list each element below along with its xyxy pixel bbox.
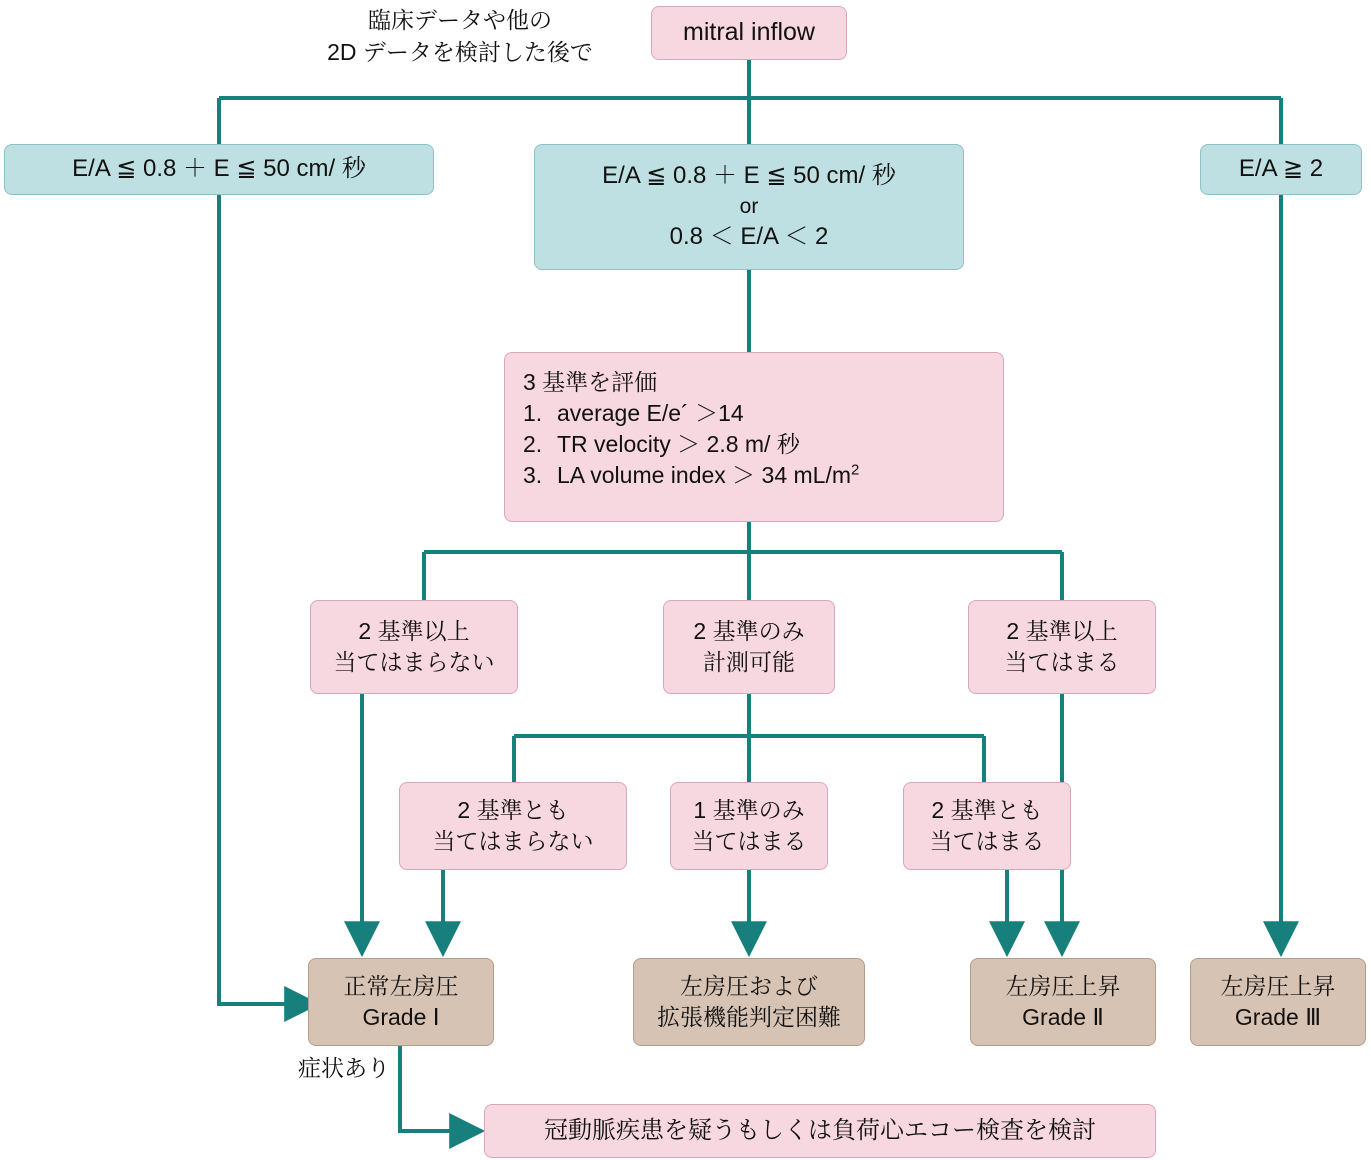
node-result-grade-1-line-1: 正常左房圧 xyxy=(343,972,459,999)
node-criteria-result-a-line-1: 2 基準以上 xyxy=(358,617,470,644)
criteria-item-3-text: LA volume index ＞ 34 $mL/m^2$ xyxy=(557,461,860,489)
criteria-item-1-text: average E/e´ ＞14 xyxy=(557,400,744,427)
node-subcriteria-c xyxy=(903,782,1071,870)
symptom-label: 症状あり xyxy=(298,1055,390,1081)
criteria-item-1-number: 1. xyxy=(523,400,543,427)
node-subcriteria-a-line-1: 2 基準とも xyxy=(457,796,569,823)
criteria-title: 3 基準を評価 xyxy=(523,369,658,395)
node-result-grade-3 xyxy=(1190,958,1366,1046)
node-subcriteria-b-line-2: 当てはまる xyxy=(691,828,807,854)
node-criteria-result-a-line-2: 当てはまらない xyxy=(333,649,495,675)
node-right-branch-label: E/A ≧ 2 xyxy=(1238,155,1324,183)
node-result-grade-1 xyxy=(308,958,494,1046)
node-mid-branch-line-2: or xyxy=(739,194,759,218)
node-result-grade-2-line-2: Grade Ⅱ xyxy=(1022,1004,1104,1030)
criteria-item-3-number: 3. xyxy=(523,462,543,489)
node-result-grade-1-line-2: Grade Ⅰ xyxy=(362,1004,440,1030)
criteria-item-2-number: 2. xyxy=(523,431,543,458)
node-mid-branch-line-3: 0.8 ＜ E/A ＜ 2 xyxy=(669,223,829,251)
node-criteria-result-a xyxy=(310,600,518,694)
node-mitral-inflow-label: mitral inflow xyxy=(683,18,815,47)
preamble-line-2: 2D データを検討した後で xyxy=(327,39,593,66)
node-subcriteria-c-line-1: 2 基準とも xyxy=(931,796,1043,823)
node-result-grade-2 xyxy=(970,958,1156,1046)
node-right-branch xyxy=(1200,144,1362,195)
node-criteria-result-b-line-2: 計測可能 xyxy=(703,649,795,675)
node-left-branch-label: E/A ≦ 0.8 ＋ E ≦ 50 cm/ 秒 xyxy=(72,155,366,183)
node-criteria-result-b xyxy=(663,600,835,694)
node-subcriteria-c-line-2: 当てはまる xyxy=(929,828,1045,854)
node-subcriteria-a xyxy=(399,782,627,870)
node-criteria xyxy=(504,352,1004,522)
criteria-item-2 xyxy=(523,429,800,460)
node-criteria-result-c-line-2: 当てはまる xyxy=(1004,649,1120,675)
node-result-grade-3-line-1: 左房圧上昇 xyxy=(1220,972,1336,999)
preamble-note xyxy=(290,4,630,68)
node-mitral-inflow xyxy=(651,6,847,60)
criteria-item-1 xyxy=(523,398,744,429)
node-result-grade-2-line-1: 左房圧上昇 xyxy=(1005,972,1121,999)
node-result-indeterminate-line-2: 拡張機能判定困難 xyxy=(657,1004,841,1030)
node-result-grade-3-line-2: Grade Ⅲ xyxy=(1234,1004,1322,1030)
node-subcriteria-b-line-1: 1 基準のみ xyxy=(693,796,805,823)
node-mid-branch xyxy=(534,144,964,270)
node-result-indeterminate xyxy=(633,958,865,1046)
node-subcriteria-b xyxy=(670,782,828,870)
criteria-item-2-text: TR velocity ＞ 2.8 m/ 秒 xyxy=(557,431,800,458)
node-final-recommendation-label: 冠動脈疾患を疑うもしくは負荷心エコー検査を検討 xyxy=(544,1116,1096,1144)
node-criteria-result-b-line-1: 2 基準のみ xyxy=(693,617,805,644)
node-final-recommendation xyxy=(484,1104,1156,1158)
node-left-branch xyxy=(4,144,434,195)
node-result-indeterminate-line-1: 左房圧および xyxy=(680,972,818,999)
node-criteria-result-c-line-1: 2 基準以上 xyxy=(1006,617,1118,644)
node-criteria-result-c xyxy=(968,600,1156,694)
preamble-line-1: 臨床データや他の xyxy=(368,7,552,33)
node-mid-branch-line-1: E/A ≦ 0.8 ＋ E ≦ 50 cm/ 秒 xyxy=(602,162,896,190)
criteria-item-3 xyxy=(523,460,859,491)
node-subcriteria-a-line-2: 当てはまらない xyxy=(432,828,594,854)
